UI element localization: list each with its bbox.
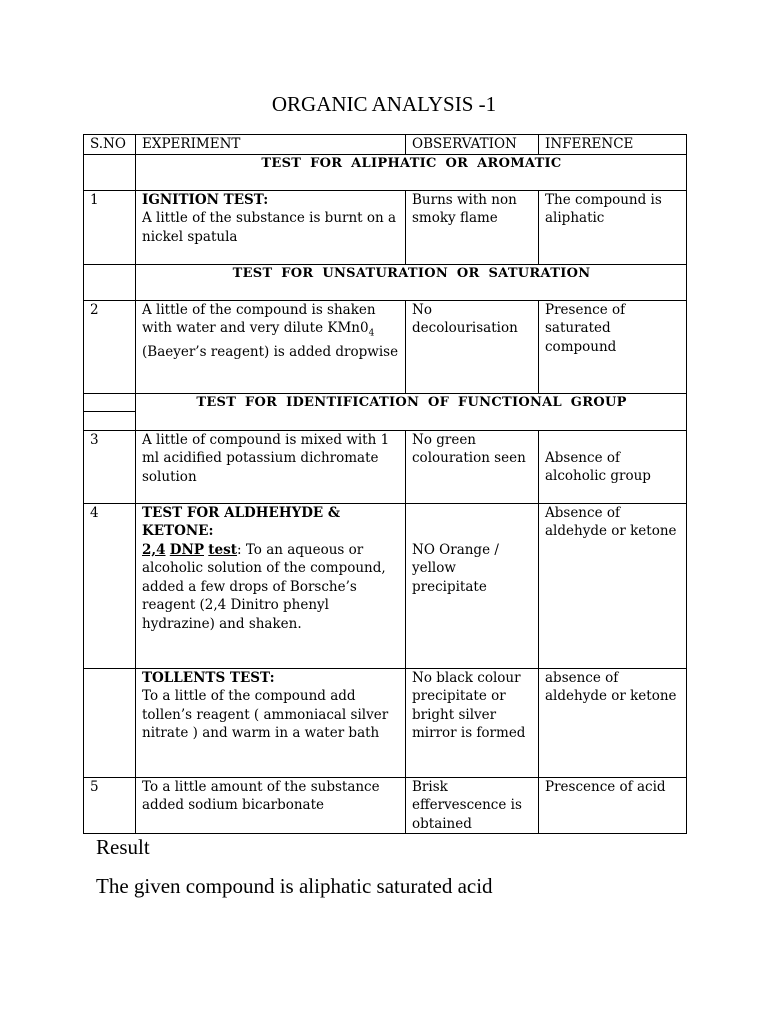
cell-observation [406, 503, 539, 668]
header-inference: INFERENCE [539, 135, 687, 155]
cell-sno: 5 [84, 777, 136, 834]
cell-inference: Absence of aldehyde or ketone [539, 503, 687, 668]
section-row-aliphatic [84, 154, 687, 190]
analysis-table [83, 134, 687, 834]
cell-sno: 1 [84, 190, 136, 264]
result-text: The given compound is aliphatic saturated acid [96, 874, 493, 898]
section-row-functional [84, 393, 687, 411]
observation-text: NO Orange / yellow precipitate [412, 541, 499, 595]
cell-experiment: To a little amount of the substance added sodium bicarbonate [136, 777, 406, 834]
cell-experiment: A little of compound is mixed with 1 ml acidified potassium dichromate solution [136, 430, 406, 503]
header-experiment: EXPERIMENT [136, 135, 406, 155]
section-row-unsaturation [84, 264, 687, 300]
table-header-row [84, 135, 687, 155]
cell-inference: Presence of saturated compound [539, 300, 687, 393]
experiment-heading: IGNITION TEST: [142, 191, 269, 208]
cell-observation: No decolourisation [406, 300, 539, 393]
cell-observation: No black colour precipitate or bright silver mirror is formed [406, 668, 539, 777]
section-title-aliphatic: TEST FOR ALIPHATIC OR AROMATIC [136, 154, 687, 190]
page-title: ORGANIC ANALYSIS -1 [271, 92, 497, 116]
result-label: Result [96, 835, 150, 859]
table-row-3 [84, 430, 687, 503]
subscript-4: 4 [368, 328, 375, 339]
section-title-functional: TEST FOR IDENTIFICATION OF FUNCTIONAL GROUP [136, 393, 687, 430]
experiment-text: To a little of the compound add tollen’s reagent ( ammoniacal silver nitrate ) and warm in a water bath [142, 688, 389, 741]
dnp-procedure: To an aqueous or alcoholic solution of the compound, added a few drops of Borsche’s reagent (2,4 Dinitro phenyl hydrazine) and shaken. [142, 541, 386, 632]
experiment-text: A little of the compound is shaken with water and very dilute KMn0 [142, 301, 376, 336]
cell-inference [539, 430, 687, 503]
table-row-4b [84, 668, 687, 777]
experiment-heading: TEST FOR ALDHEHYDE & KETONE: [142, 504, 341, 539]
dnp-colon: : [236, 541, 242, 558]
dnp-number: 2,4 [142, 541, 166, 558]
cell-observation: Brisk effervescence is obtained [406, 777, 539, 834]
experiment-text [142, 541, 400, 634]
table-row-4 [84, 503, 687, 668]
section-title-unsaturation: TEST FOR UNSATURATION OR SATURATION [136, 264, 687, 300]
cell-sno: 4 [84, 503, 136, 668]
header-observation: OBSERVATION [406, 135, 539, 155]
cell-observation: Burns with non smoky flame [406, 190, 539, 264]
cell-experiment [136, 300, 406, 393]
dnp-word: DNP [169, 541, 204, 558]
cell-inference: The compound is aliphatic [539, 190, 687, 264]
cell-inference: Prescence of acid [539, 777, 687, 834]
cell-sno: 3 [84, 430, 136, 503]
experiment-heading: TOLLENTS TEST: [142, 669, 275, 686]
cell-experiment [136, 503, 406, 668]
cell-experiment [136, 190, 406, 264]
header-sno: S.NO [84, 135, 136, 155]
cell-sno: 2 [84, 300, 136, 393]
table-row-5 [84, 777, 687, 834]
table-row-1 [84, 190, 687, 264]
experiment-text: A little of the substance is burnt on a nickel spatula [142, 210, 397, 245]
cell-inference: absence of aldehyde or ketone [539, 668, 687, 777]
table-row-2 [84, 300, 687, 393]
experiment-text-cont: (Baeyer’s reagent) is added dropwise [142, 344, 399, 361]
cell-experiment [136, 668, 406, 777]
cell-observation: No green colouration seen [406, 430, 539, 503]
inference-text: Absence of alcoholic group [545, 449, 651, 484]
dnp-test-word: test [208, 541, 237, 558]
